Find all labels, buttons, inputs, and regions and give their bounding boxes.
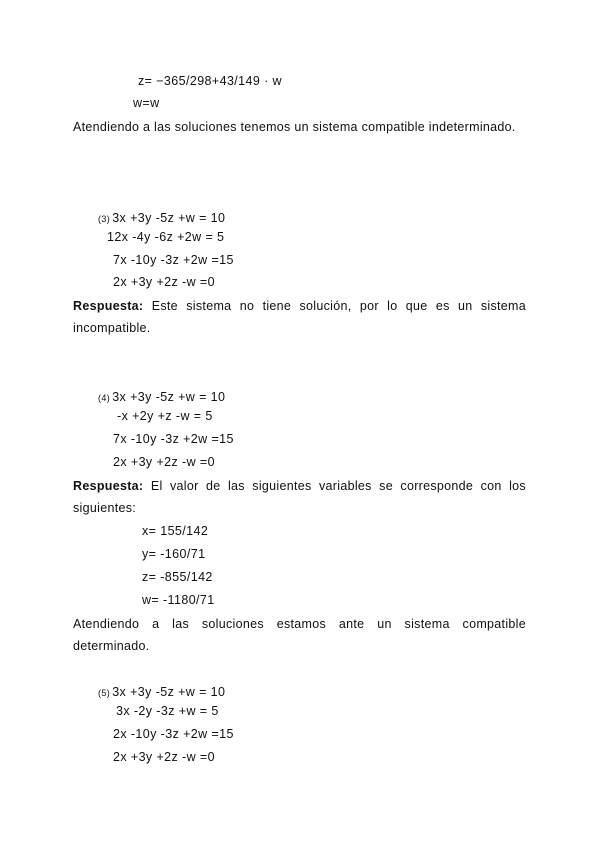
solution-x: x= 155/142	[142, 524, 209, 538]
system4-eq2: -x +2y +z -w = 5	[117, 409, 213, 423]
system3-number: (3)	[98, 214, 111, 224]
system5-eq3: 2x -10y -3z +2w =15	[113, 727, 234, 741]
system5-eq1	[98, 684, 225, 701]
system5-eq1-text: 3x +3y -5z +w = 10	[112, 685, 226, 699]
system3-eq4: 2x +3y +2z -w =0	[113, 275, 215, 289]
system3-eq1	[98, 210, 225, 227]
system4-eq4: 2x +3y +2z -w =0	[113, 455, 215, 469]
system3-answer-label: Respuesta:	[73, 299, 144, 313]
system3-answer-text: Este sistema no tiene solución, por lo que es un sistema incompatible.	[73, 299, 526, 335]
system4-answer-label: Respuesta:	[73, 479, 144, 493]
system4-eq3: 7x -10y -3z +2w =15	[113, 432, 234, 446]
system3-eq3: 7x -10y -3z +2w =15	[113, 253, 234, 267]
system5-number: (5)	[98, 688, 111, 698]
z-solution-line: z= −365/298+43/149 · w	[138, 74, 282, 88]
system5-eq4: 2x +3y +2z -w =0	[113, 750, 215, 764]
system3-eq2: 12x -4y -6z +2w = 5	[107, 230, 225, 244]
system4-number: (4)	[98, 393, 111, 403]
system4-eq1-text: 3x +3y -5z +w = 10	[112, 390, 226, 404]
system5-eq2: 3x -2y -3z +w = 5	[116, 704, 219, 718]
system4-answer	[73, 475, 526, 519]
w-solution-line: w=w	[133, 96, 160, 110]
system3-eq1-text: 3x +3y -5z +w = 10	[112, 211, 226, 225]
system4-eq1	[98, 389, 225, 406]
system4-answer-text: El valor de las siguientes variables se corresponde con los siguientes:	[73, 479, 526, 515]
solution-y: y= -160/71	[142, 547, 206, 561]
conclusion-paragraph-2: Atendiendo a las soluciones estamos ante un sistema compatible determinado.	[73, 617, 526, 653]
solution-z: z= -855/142	[142, 570, 213, 584]
system3-answer	[73, 295, 526, 339]
solution-w: w= -1180/71	[142, 593, 215, 607]
conclusion-paragraph-1: Atendiendo a las soluciones tenemos un sistema compatible indeterminado.	[73, 120, 516, 134]
